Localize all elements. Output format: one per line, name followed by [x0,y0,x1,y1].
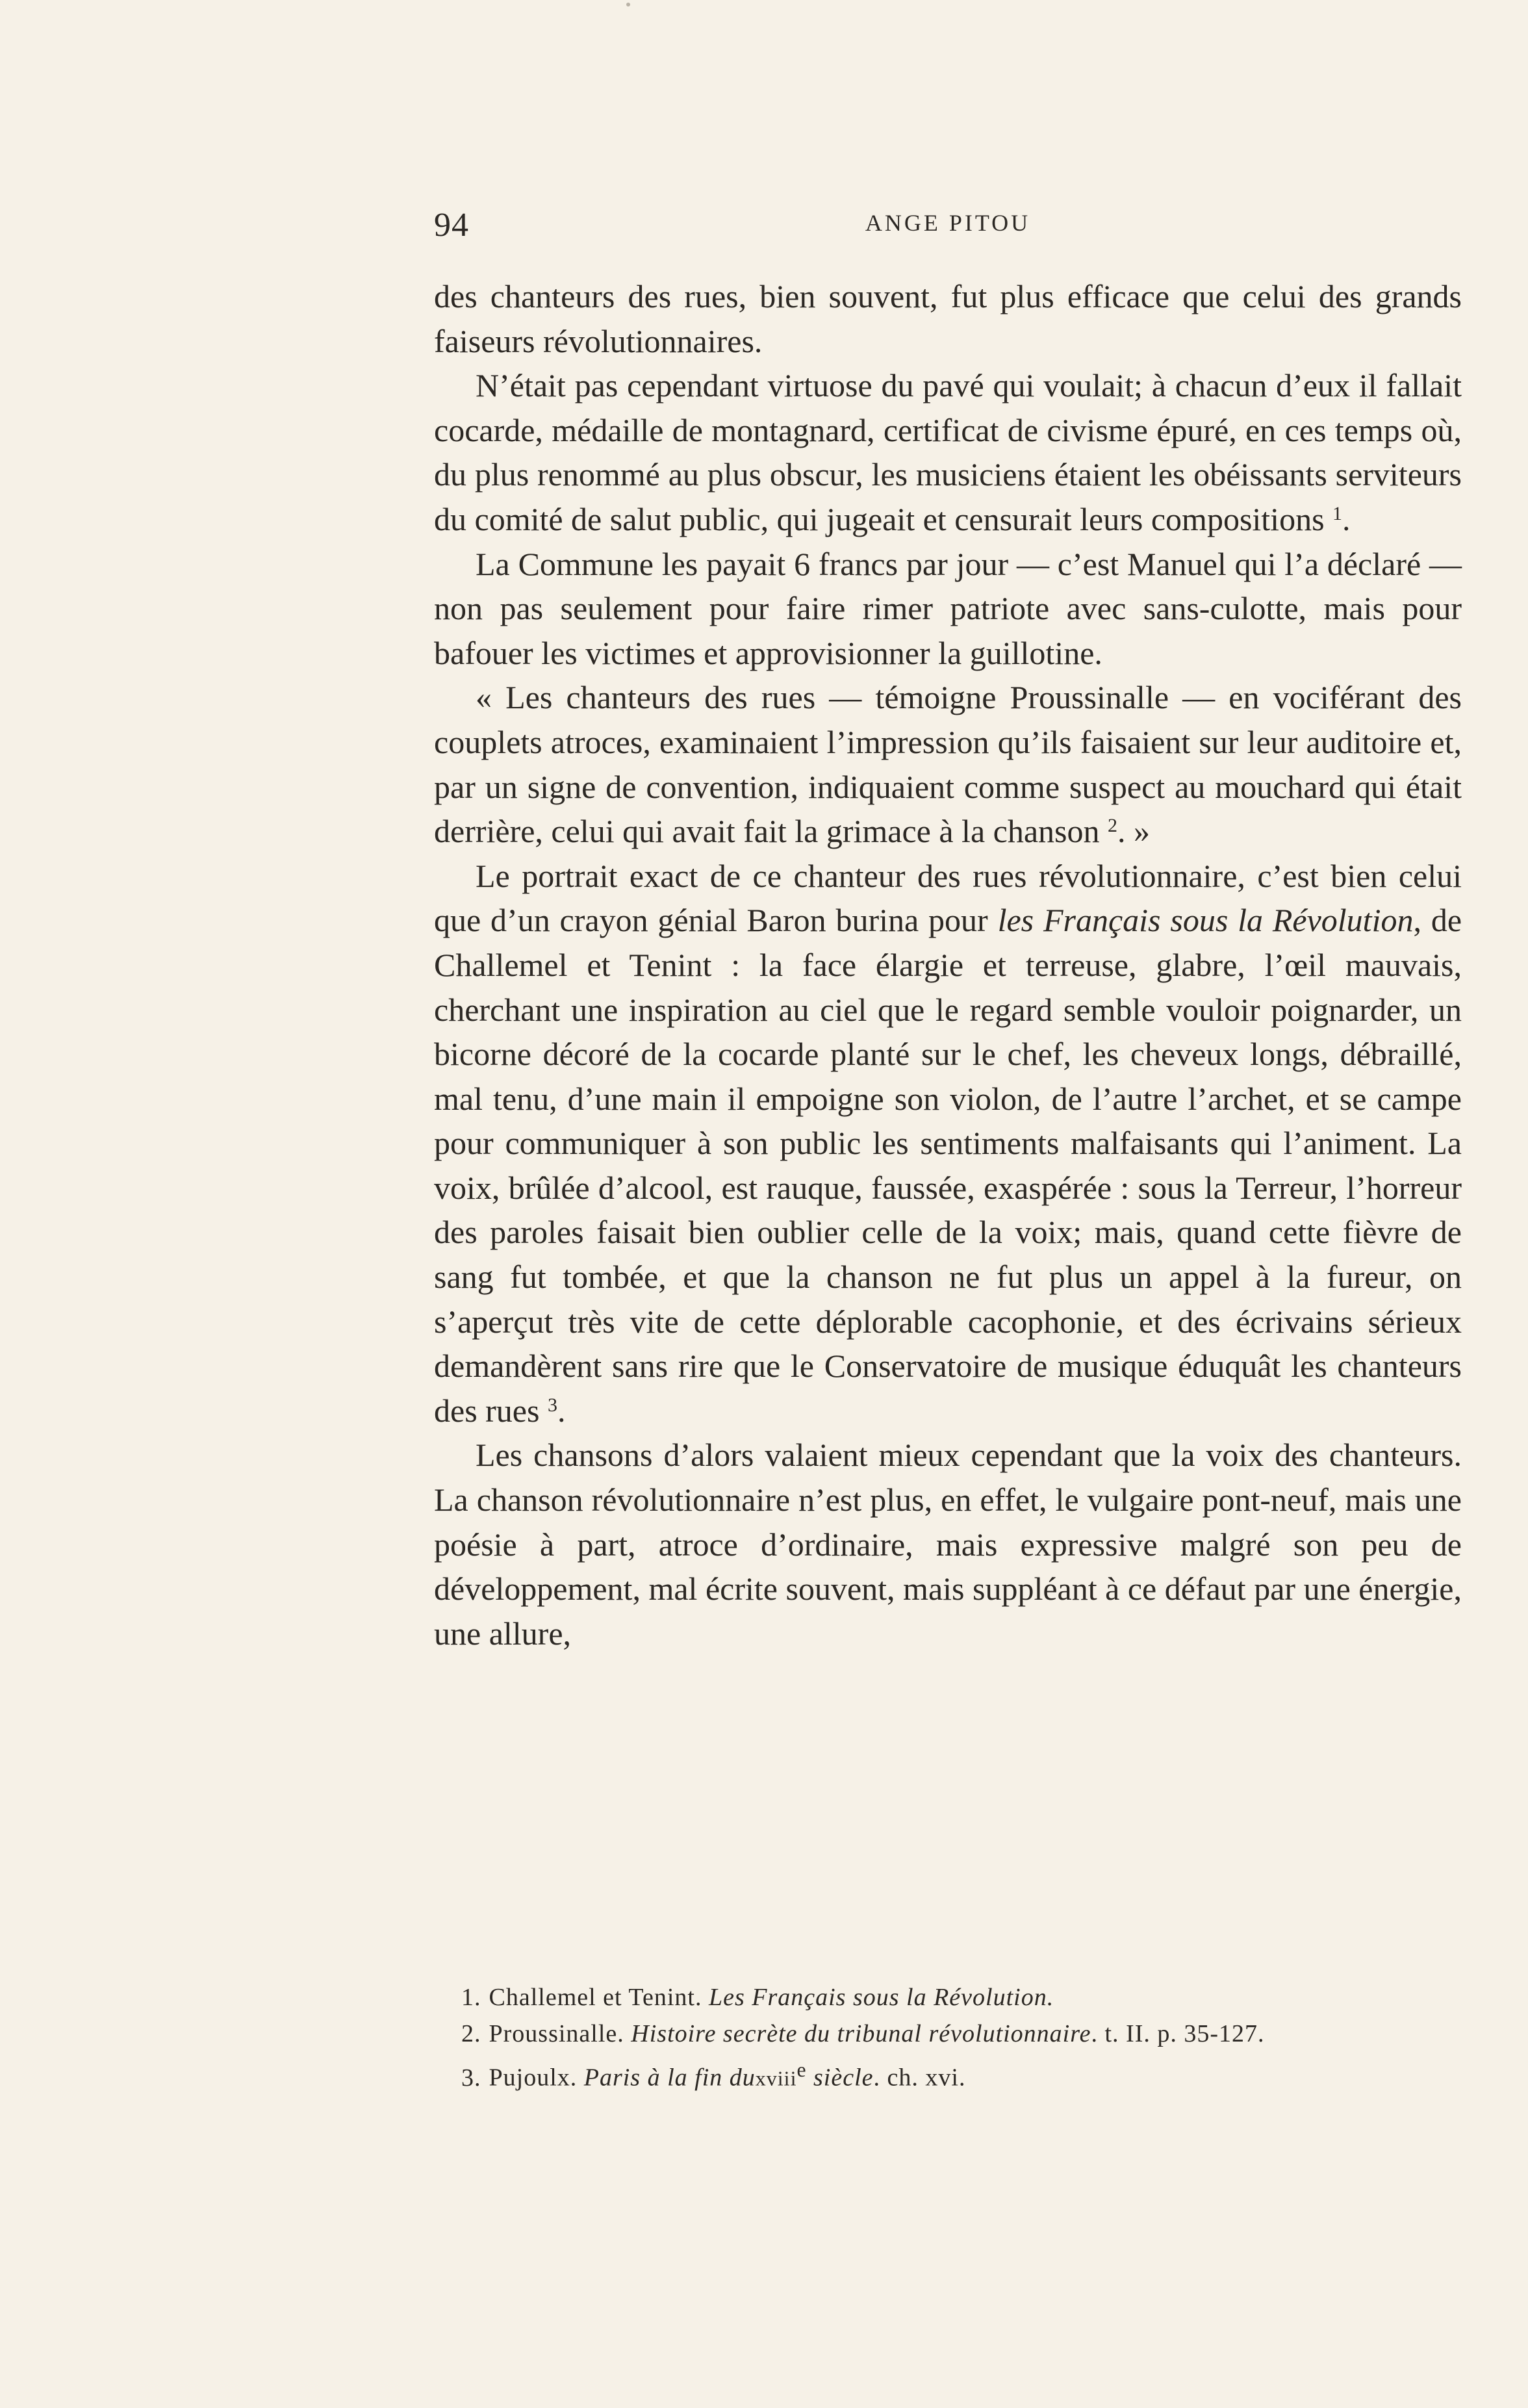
paragraph-4-end: . » [1117,813,1150,850]
book-title: les Français sous la Révolution [997,902,1414,939]
paragraph-5-text-a: Le portrait exact de ce chanteur des rues révolutionnaire, c’est bien celui que d’un crayon génial Baron burina pour [434,857,1462,939]
footnote-1 [434,1979,1462,2016]
footnote-3-title-a: Paris à la fin du [583,2064,756,2092]
footnote-ref-1: 1 [1332,502,1343,524]
footnote-2 [434,2016,1462,2052]
footnote-1-number: 1. [461,1984,481,2011]
footnote-2-title: Histoire secrète du tribunal révolutionnaire [631,2020,1091,2047]
paragraph-3-text: La Commune les payait 6 francs par jour — c’est Manuel qui l’a déclaré — non pas seulement pour faire rimer patriote avec sans-culotte, mais pour bafouer les victimes et approvisionner la guillotine. [434,545,1462,671]
running-title: ANGE PITOU [865,210,1031,236]
paragraph-2-text: N’était pas cependant virtuose du pavé qui voulait; à chacun d’eux il fallait cocarde, médaille de montagnard, certificat de civisme épuré, en ces temps où, du plus renommé au plus obscur, les musiciens étaient les obéissants serviteurs du comité de salut public, qui jugeait et censurait leurs compositions [434,367,1462,537]
footnote-1-author: Challemel et Tenint. [489,1984,702,2011]
footnote-3-century: xviii [755,2066,797,2090]
paragraph-5 [434,854,1462,1433]
footnote-3-century-sup: e [796,2058,807,2081]
paragraph-6 [434,1433,1462,1656]
body-text [434,274,1462,1656]
footnote-ref-3: 3 [547,1394,557,1416]
paragraph-6-text: Les chansons d’alors valaient mieux cependant que la voix des chanteurs. La chanson révolutionnaire n’est plus, en effet, le vulgaire pont-neuf, mais une poésie à part, atroce d’ordinaire, mais expressive malgré son peu de développement, mal écrite souvent, mais suppléant à ce défaut par une énergie, une allure, [434,1437,1462,1652]
paragraph-4 [434,675,1462,853]
footnote-2-reference: . t. II. p. 35-127. [1091,2020,1265,2047]
footnote-3-title-b: siècle [813,2064,874,2092]
footnote-3 [434,2052,1462,2097]
paragraph-5-end: . [557,1392,566,1429]
page-header [434,203,1462,248]
paragraph-4-text: « Les chanteurs des rues — témoigne Proussinalle — en vociférant des couplets atroces, examinaient l’impression qu’ils faisaient sur leur auditoire et, par un signe de convention, indiquaient comme suspect au mouchard qui était derrière, celui qui avait fait la grimace à la chanson [434,679,1462,850]
paragraph-2-end: . [1342,500,1351,537]
footnotes [434,1979,1462,2097]
paragraph-2 [434,363,1462,541]
footnote-2-number: 2. [461,2020,481,2047]
footnote-3-reference: . ch. xvi. [873,2064,966,2092]
footnote-3-number: 3. [461,2064,481,2092]
paragraph-5-text-b: , de Challemel et Tenint : la face élargie et terreuse, glabre, l’œil mauvais, cherchant une inspiration au ciel que le regard semble vouloir poignarder, un bicorne décoré de la cocarde planté sur le chef, les cheveux longs, débraillé, mal tenu, d’une main il empoigne son violon, de l’autre l’archet, et se campe pour communiquer à son public les sentiments malfaisants qui l’animent. La voix, brûlée d’alcool, est rauque, faussée, exaspérée : sous la Terreur, l’horreur des paroles faisait bien oublier celle de la voix; mais, quand cette fièvre de sang fut tombée, et que la chanson ne fut plus un appel à la fureur, on s’aperçut très vite de cette déplorable cacophonie, et des écrivains sérieux demandèrent sans rire que le Conservatoire de musique éduquât les chanteurs des rues [434,902,1462,1429]
footnote-2-author: Proussinalle. [489,2020,624,2047]
footnote-1-title: Les Français sous la Révolution. [708,1984,1054,2011]
footnote-ref-2: 2 [1108,815,1117,837]
footnote-3-author: Pujoulx. [489,2064,578,2092]
paragraph-1 [434,274,1462,363]
paragraph-3 [434,542,1462,676]
page-number: 94 [434,207,469,244]
paragraph-1-text: des chanteurs des rues, bien souvent, fut plus efficace que celui des grands faiseurs révolutionnaires. [434,278,1462,359]
page-speck [626,3,630,6]
